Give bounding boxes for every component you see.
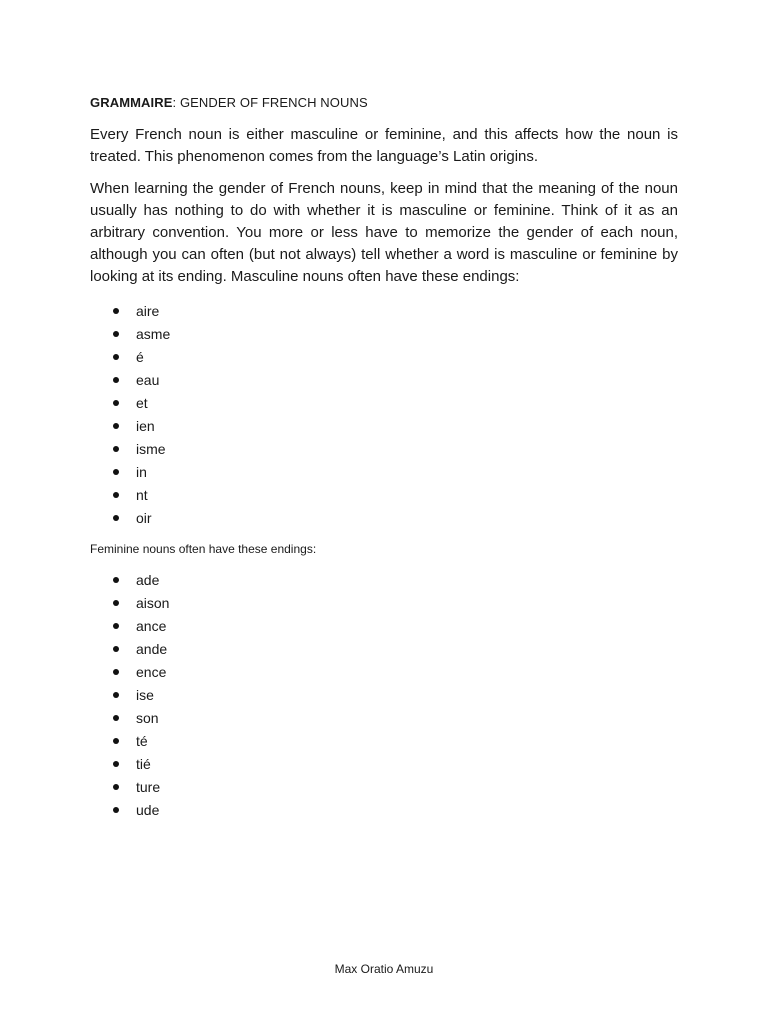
feminine-intro-text: Feminine nouns often have these endings:	[90, 542, 317, 556]
bullet-icon	[113, 308, 119, 314]
list-item-text: son	[136, 710, 159, 726]
list-item-text: ien	[136, 418, 155, 434]
bullet-icon	[113, 423, 119, 429]
list-item-text: aire	[136, 303, 160, 319]
bullet-icon	[113, 646, 119, 652]
title-bold: GRAMMAIRE	[90, 95, 173, 110]
bullet-icon	[113, 492, 119, 498]
bullet-icon	[113, 469, 119, 475]
page-footer-author: Max Oratio Amuzu	[334, 962, 434, 976]
page-title	[90, 94, 690, 112]
bullet-icon	[113, 446, 119, 452]
list-item-text: é	[136, 349, 144, 365]
bullet-icon	[113, 331, 119, 337]
list-item-text: ade	[136, 572, 160, 588]
list-item-text: ude	[136, 802, 160, 818]
bullet-icon	[113, 400, 119, 406]
list-item-text: eau	[136, 372, 160, 388]
list-item-text: asme	[136, 326, 171, 342]
list-item-text: ence	[136, 664, 167, 680]
bullet-icon	[113, 669, 119, 675]
intro-paragraph: Every French noun is either masculine or feminine, and this affects how the noun is treated. This phenomenon comes from the language’s Latin origins.	[90, 126, 678, 165]
bullet-icon	[113, 784, 119, 790]
list-item-text: ture	[136, 779, 161, 795]
title-rest: : GENDER OF FRENCH NOUNS	[172, 95, 368, 110]
bullet-icon	[113, 600, 119, 606]
list-item-text: nt	[136, 487, 148, 503]
bullet-icon	[113, 692, 119, 698]
bullet-icon	[113, 807, 119, 813]
bullet-icon	[113, 515, 119, 521]
bullet-icon	[113, 715, 119, 721]
list-item-text: ance	[136, 618, 167, 634]
bullet-icon	[113, 577, 119, 583]
list-item-text: oir	[136, 510, 152, 526]
bullet-icon	[113, 761, 119, 767]
list-item-text: ande	[136, 641, 168, 657]
list-item-text: tié	[136, 756, 151, 772]
bullet-icon	[113, 738, 119, 744]
bullet-icon	[113, 354, 119, 360]
list-item-text: aison	[136, 595, 170, 611]
list-item-text: isme	[136, 441, 166, 457]
list-item-text: ise	[136, 687, 154, 703]
bullet-icon	[113, 377, 119, 383]
learning-paragraph: When learning the gender of French nouns, keep in mind that the meaning of the noun usually has nothing to do with whether it is masculine or feminine. Think of it as an arbitrary convention. You more or less have to memorize the gender of each noun, although you can often (but not always) tell whether a word is masculine or feminine by looking at its ending. Masculine nouns often have these endings:	[90, 180, 678, 285]
list-item-text: té	[136, 733, 148, 749]
list-item-text: in	[136, 464, 147, 480]
bullet-icon	[113, 623, 119, 629]
list-item-text: et	[136, 395, 148, 411]
